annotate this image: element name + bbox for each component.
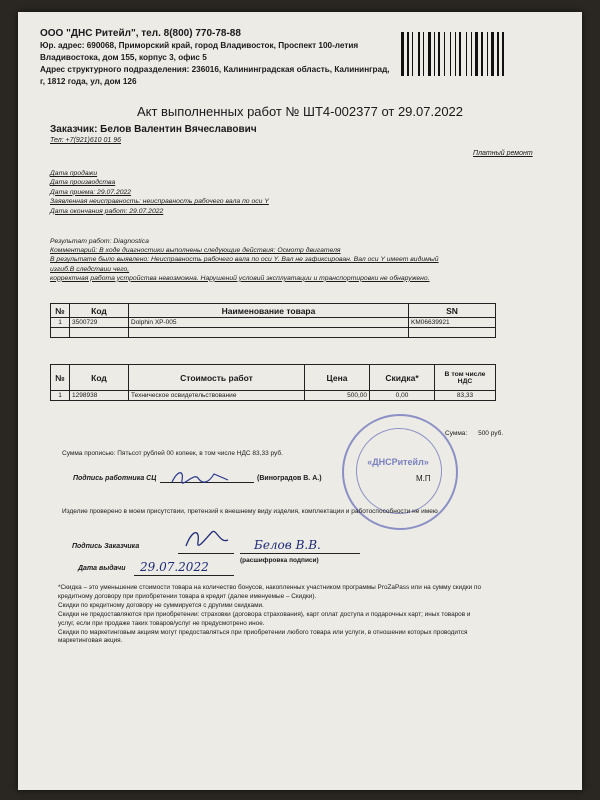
footnote-line: кредитному договору при приобретении товара в кредит (далее именуемые – Скидки).: [58, 592, 317, 600]
accept-date: Дата приема: 29.07.2022: [50, 188, 132, 196]
barcode-bar: [438, 32, 440, 76]
barcode-bar: [401, 32, 404, 76]
col-goods-name: Наименование товара: [129, 304, 409, 318]
barcode-bar: [441, 32, 443, 76]
worker-signature: [168, 468, 238, 488]
barcode-bar: [410, 32, 411, 76]
cell-num: 1: [51, 318, 70, 328]
footnote-line: Скидки по кредитному договору не суммируется с другими скидками.: [58, 601, 264, 609]
barcode-bar: [418, 32, 420, 76]
repair-fields: [50, 169, 269, 216]
sum-value: 500 руб.: [478, 430, 504, 437]
barcode-bar: [484, 32, 486, 76]
footnote-line: Скидки по маркетинговым акциям могут предоставляться при приобретении любого товара или услуги, в отношении которых проводится: [58, 628, 468, 636]
footnote-line: услуг, если при продаже таких товаров/услуг не предусмотрено иное.: [58, 619, 265, 627]
cell-vat: 83,33: [435, 391, 496, 401]
barcode-bar: [473, 32, 474, 76]
act-title: Акт выполненных работ № ШТ4-002377 от 29.07.2022: [136, 104, 464, 119]
table-row: [51, 391, 496, 401]
sum-label: Сумма:: [445, 430, 468, 437]
barcode-bar: [407, 32, 409, 76]
legal-address: Юр. адрес: 690068, Приморский край, город Владивосток, Проспект 100-летия: [40, 41, 359, 50]
goods-table: [50, 303, 496, 338]
customer-signature-label: Подпись Заказчика: [72, 543, 140, 550]
barcode-bar: [495, 32, 496, 76]
cell-price: 500,00: [305, 391, 370, 401]
barcode-bar: [412, 32, 413, 76]
footnote-line: маркетинговая акция.: [58, 637, 123, 645]
customer-phone: Тел: +7(921)610 01 96: [50, 137, 122, 144]
barcode-bar: [432, 32, 433, 76]
barcode-bar: [405, 32, 406, 76]
company-stamp-inner: [356, 428, 442, 514]
col-price: Цена: [305, 365, 370, 391]
barcode-bar: [475, 32, 478, 76]
works-table: [50, 364, 496, 401]
footnote-line: *Скидка – это уменьшение стоимости товара на количество бонусов, накопленных участником программы ProZaPass или на сумму скидки по: [58, 584, 482, 591]
barcode-bar: [421, 32, 422, 76]
barcode-bar: [455, 32, 456, 76]
col-code: Код: [70, 304, 129, 318]
barcode-bar: [450, 32, 451, 76]
cell-name: Dolphin XP-005: [129, 318, 409, 328]
barcode-bar: [425, 32, 427, 76]
barcode-bar: [497, 32, 499, 76]
barcode: [401, 32, 551, 76]
barcode-bar: [446, 32, 449, 76]
cell-work: Техническое освидетельствование: [129, 391, 305, 401]
barcode-bar: [479, 32, 480, 76]
issue-date: 29.07.2022: [140, 560, 209, 574]
work-result: [50, 237, 450, 283]
company-name: ООО "ДНС Ритейл", тел. 8(800) 770-78-88: [40, 28, 241, 39]
end-date: Дата окончания работ: 29.07.2022: [50, 207, 164, 215]
worker-signature-label: Подпись работника СЦ: [73, 475, 157, 482]
result-line: Результат работ: Diagnostica: [50, 238, 149, 245]
unit-address-cont: г, 1812 года, ул, дом 126: [40, 77, 137, 86]
stamp-text: «ДНСРитейл»: [367, 457, 429, 467]
worker-name: (Виноградов В. А.): [257, 475, 322, 482]
paid-repair-label: Платный ремонт: [473, 150, 533, 157]
barcode-bar: [491, 32, 494, 76]
table-row-empty: [51, 328, 496, 338]
col-vat: В том числе НДС: [435, 365, 496, 391]
table-row: [51, 318, 496, 328]
barcode-bar: [428, 32, 431, 76]
col-num: №: [51, 365, 70, 391]
cell-code: 3500729: [70, 318, 129, 328]
barcode-bar: [444, 32, 445, 76]
barcode-bar: [481, 32, 483, 76]
cell-sn: KM06639921: [409, 318, 496, 328]
barcode-bar: [459, 32, 461, 76]
customer-name: Заказчик: Белов Валентин Вячеславович: [50, 124, 257, 135]
barcode-bar: [452, 32, 454, 76]
barcode-bar: [436, 32, 437, 76]
customer-signature: [182, 526, 232, 554]
barcode-bar: [423, 32, 424, 76]
col-num: №: [51, 304, 70, 318]
barcode-bar: [500, 32, 501, 76]
finding-line: В результате было выявлено: Неисправность рабочего вала по оси Y. Вал не зафиксирован. Вал оси Y имеет видимый изгиб.В следствии чего,: [50, 256, 439, 273]
issue-date-label: Дата выдачи: [78, 565, 126, 572]
cell-discount: 0,00: [370, 391, 435, 401]
barcode-bar: [468, 32, 470, 76]
col-sn: SN: [409, 304, 496, 318]
decode-label: (расшифровка подписи): [240, 557, 319, 564]
document-page: [18, 12, 582, 790]
issue-date-line: [134, 575, 234, 576]
barcode-bar: [487, 32, 488, 76]
barcode-bar: [489, 32, 490, 76]
barcode-bar: [414, 32, 417, 76]
company-header: [40, 28, 400, 88]
declared-fault: Заявленная неисправность: неисправность рабочего вала по оси Y: [50, 198, 269, 206]
legal-address-cont: Владивостока, дом 155, корпус 3, офис 5: [40, 53, 207, 62]
barcode-bar: [502, 32, 504, 76]
barcode-bar: [457, 32, 458, 76]
unit-address: Адрес структурного подразделения: 236016, Калининградская область, Калининград,: [40, 65, 390, 74]
sum-in-words: Сумма прописью: Пятьсот рублей 00 копеек, в том числе НДС 83,33 руб.: [62, 450, 283, 457]
barcode-bar: [471, 32, 472, 76]
decode-line: [240, 553, 360, 554]
barcode-bar: [466, 32, 467, 76]
col-discount: Скидка*: [370, 365, 435, 391]
col-code: Код: [70, 365, 129, 391]
production-date: Дата производства: [50, 179, 116, 187]
stamp-place: М.П: [416, 474, 431, 483]
barcode-bar: [462, 32, 465, 76]
footnote-line: Скидки не предоставляются при приобретении: страховки (договора страхования), карт оплат доступа и подарочных карт; иных товаров и: [58, 610, 471, 618]
discount-footnote: [58, 584, 562, 646]
col-work: Стоимость работ: [129, 365, 305, 391]
cell-num: 1: [51, 391, 70, 401]
barcode-bar: [434, 32, 435, 76]
cell-code: 1298938: [70, 391, 129, 401]
acceptance-statement: Изделие проверено в моем присутствии, претензий к внешнему виду изделия, комплектации и работоспособности не имею: [62, 508, 438, 515]
sum-total: [445, 430, 503, 437]
barcode-bar: [505, 32, 506, 76]
comment-line: Комментарий: В ходе диагностики выполнены следующие действия: Осмотр двигателя: [50, 247, 341, 255]
handwritten-name: Белов В.В.: [254, 538, 321, 552]
finding-line-cont: корректная работа устройства невозможна. Нарушений условий эксплуатации и транспортировки не обнаружено.: [50, 274, 430, 282]
sale-date: Дата продажи: [50, 170, 98, 177]
